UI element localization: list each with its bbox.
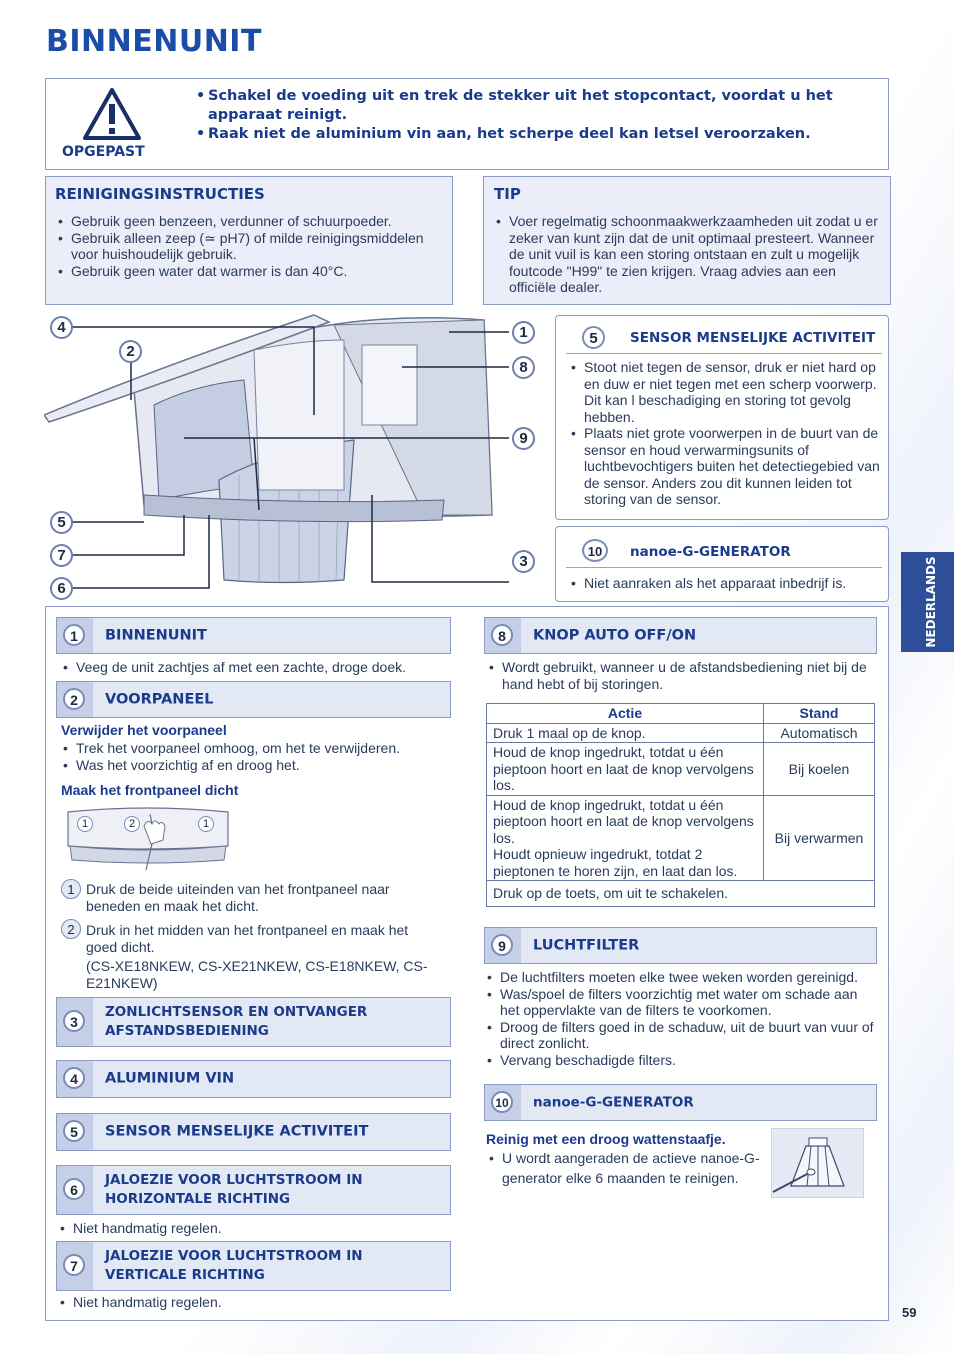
table-cell: Automatisch	[764, 723, 875, 743]
section-4-heading: ALUMINIUM VIN	[105, 1070, 235, 1087]
step-number: 1	[61, 879, 81, 899]
caution-label: OPGEPAST	[62, 144, 145, 160]
section-6-heading: JALOEZIE VOOR LUCHTSTROOM IN HORIZONTALE RICHTING	[105, 1172, 363, 1207]
section-1-header	[56, 617, 451, 654]
callout-2: 2	[119, 340, 142, 363]
section-8-heading: KNOP AUTO OFF/ON	[533, 627, 697, 643]
table-cell: Druk 1 maal op de knop.	[487, 723, 764, 743]
section-7-list	[57, 1294, 447, 1311]
caution-item: • Schakel de voeding uit en trek de stekker uit het stopcontact, voordat u het apparaat reinigt.	[196, 87, 846, 125]
step-2-models: (CS-XE18NKEW, CS-XE21NKEW, CS-E18NKEW, CS-E21NKEW)	[86, 958, 428, 991]
section-number: 10	[491, 1091, 513, 1113]
callout-4: 4	[50, 316, 73, 339]
section-9-heading: LUCHTFILTER	[533, 937, 640, 953]
table-cell	[487, 795, 764, 881]
list-item: • Niet handmatig regelen.	[57, 1294, 447, 1311]
tip-box	[483, 176, 891, 305]
callout-1: 1	[512, 321, 535, 344]
language-tab-label: NEDERLANDS	[924, 556, 938, 648]
list-item: • Vervang beschadigde filters.	[484, 1052, 877, 1069]
caution-item: • Raak niet de aluminium vin aan, het scherpe deel kan letsel veroorzaken.	[196, 125, 846, 144]
section-9-list	[484, 969, 877, 1068]
warning-triangle-icon	[82, 87, 142, 141]
step-1-text: Druk de beide uiteinden van het frontpaneel naar beneden en maak het dicht.	[86, 881, 390, 914]
section-1-heading: BINNENUNIT	[105, 627, 207, 643]
list-item: • Stoot niet tegen de sensor, druk er niet hard op en duw er niet tegen met een scherp voorwerp. Dit kan l beschadiging en storing tot gevolg hebben.	[568, 359, 880, 425]
list-item: • De luchtfilters moeten elke twee weken worden gereinigd.	[484, 969, 877, 986]
section-10-header	[484, 1084, 877, 1121]
divider	[566, 567, 882, 568]
table-cell-text: Houd de knop ingedrukt, totdat u één pieptoon hoort en laat de knop vervolgens los.	[493, 796, 754, 846]
table-row	[487, 723, 875, 743]
section-8-header	[484, 617, 877, 654]
section-number: 6	[63, 1178, 85, 1200]
table-header-row	[487, 704, 875, 724]
figure-label: 2	[124, 816, 140, 832]
divider	[566, 353, 882, 354]
section-number: 8	[491, 624, 513, 646]
table-header: Stand	[764, 704, 875, 724]
cleaning-instructions-box	[45, 176, 453, 305]
section-1-list	[60, 659, 450, 676]
language-tab	[901, 552, 954, 652]
table-cell-text: Houdt opnieuw ingedrukt, totdat 2 pieptonen te horen zijn, en laat dan los.	[493, 846, 738, 879]
figure-label: 1	[198, 816, 214, 832]
page-title: BINNENUNIT	[46, 24, 262, 59]
figure-label: 1	[77, 816, 93, 832]
sensor-heading: SENSOR MENSELIJKE ACTIVITEIT	[630, 330, 876, 346]
caution-box	[45, 78, 889, 170]
cleaning-heading: REINIGINGSINSTRUCTIES	[55, 185, 265, 203]
remove-panel-list	[60, 740, 450, 773]
section-9-header	[484, 927, 877, 964]
list-item: • Voer regelmatig schoonmaakwerkzaamheden uit zodat u er zeker van kunt zijn dat de unit optimaal presteert. Wanneer de unit vuil is kan een storing ontstaan en zult u mogelijk foutcode "H99" te zien krijgen. Vraag advies aan een officiële dealer.	[493, 213, 885, 296]
auto-off-on-table	[486, 703, 875, 907]
remove-panel-title: Verwijder het voorpaneel	[61, 722, 227, 738]
section-number: 1	[63, 624, 85, 646]
section-3-heading: ZONLICHTSENSOR EN ONTVANGER AFSTANDSBEDIENING	[105, 1004, 368, 1039]
table-cell: Bij koelen	[764, 743, 875, 796]
callout-3: 3	[512, 550, 535, 573]
list-item: • U wordt aangeraden de actieve nanoe-G-generator elke 6 maanden te reinigen.	[486, 1149, 761, 1188]
section-number: 2	[63, 688, 85, 710]
section-6-header	[56, 1165, 451, 1215]
section-number: 5	[582, 326, 605, 349]
list-item: • Wordt gebruikt, wanneer u de afstandsbediening niet bij de hand hebt of bij storingen.	[486, 659, 876, 692]
nanoe-list	[568, 575, 880, 592]
list-item: • Gebruik alleen zeep (≃ pH7) of milde reinigingsmiddelen voor huishoudelijk gebruik.	[55, 230, 445, 263]
table-row	[487, 743, 875, 796]
section-number: 10	[582, 539, 608, 562]
list-item: • Plaats niet grote voorwerpen in de buurt van de sensor en houd verwarmingsunits of luchtbevochtigers buiten het detectiegebied van de sensor. Anders zou dit kunnen leiden tot storing van de sensor.	[568, 425, 880, 508]
section-7-header	[56, 1241, 451, 1291]
callout-5: 5	[50, 511, 73, 534]
list-item: • Was/spoel de filters voorzichtig met water om schade aan het oppervlakte van de filters te voorkomen.	[484, 986, 877, 1019]
section-number: 7	[63, 1254, 85, 1276]
tip-heading: TIP	[494, 185, 521, 203]
nanoe-generator-figure	[771, 1128, 864, 1198]
nanoe-info-box	[555, 526, 889, 602]
section-10-heading: nanoe-G-GENERATOR	[533, 1094, 694, 1110]
sensor-list	[568, 359, 880, 508]
section-7-heading: JALOEZIE VOOR LUCHTSTROOM IN VERTICALE RICHTING	[105, 1248, 363, 1283]
section-3-header	[56, 997, 451, 1047]
step-2-text: Druk in het midden van het frontpaneel en maak het goed dicht.	[86, 922, 409, 955]
nanoe-heading: nanoe-G-GENERATOR	[630, 544, 791, 560]
table-cell: Bij verwarmen	[764, 795, 875, 881]
section-number: 9	[491, 934, 513, 956]
list-item: • Veeg de unit zachtjes af met een zachte, droge doek.	[60, 659, 450, 676]
section-4-header	[56, 1060, 451, 1098]
nanoe-clean-subtitle: Reinig met een droog wattenstaafje.	[486, 1131, 726, 1147]
section-6-list	[57, 1220, 447, 1237]
sensor-info-box	[555, 315, 889, 520]
list-item: • Droog de filters goed in de schaduw, uit de buurt van vuur of direct zonlicht.	[484, 1019, 877, 1052]
list-item: • Gebruik geen water dat warmer is dan 40°C.	[55, 263, 445, 280]
step-number: 2	[61, 919, 81, 939]
section-5-heading: SENSOR MENSELIJKE ACTIVITEIT	[105, 1123, 369, 1140]
section-10-list	[486, 1149, 761, 1188]
callout-9: 9	[512, 427, 535, 450]
list-item: • Trek het voorpaneel omhoog, om het te verwijderen.	[60, 740, 450, 757]
table-row	[487, 881, 875, 907]
section-number: 3	[63, 1010, 85, 1032]
list-item: • Was het voorzichtig af en droog het.	[60, 757, 450, 774]
cleaning-list	[55, 213, 445, 279]
table-header: Actie	[487, 704, 764, 724]
section-8-list	[486, 659, 876, 692]
table-row	[487, 795, 875, 881]
close-panel-title: Maak het frontpaneel dicht	[61, 782, 239, 798]
callout-7: 7	[50, 544, 73, 567]
section-5-header	[56, 1113, 451, 1151]
table-footer-cell: Druk op de toets, om uit te schakelen.	[487, 881, 875, 907]
front-panel-close-figure	[62, 804, 234, 872]
section-2-heading: VOORPANEEL	[105, 691, 214, 707]
caution-list	[196, 87, 846, 144]
section-number: 5	[63, 1120, 85, 1142]
callout-6: 6	[50, 577, 73, 600]
page-number: 59	[902, 1305, 917, 1320]
section-2-header	[56, 681, 451, 718]
callout-8: 8	[512, 356, 535, 379]
section-number: 4	[63, 1067, 85, 1089]
list-item: • Niet handmatig regelen.	[57, 1220, 447, 1237]
list-item: • Niet aanraken als het apparaat inbedrijf is.	[568, 575, 880, 592]
tip-list	[493, 213, 885, 296]
table-cell: Houd de knop ingedrukt, totdat u één pieptoon hoort en laat de knop vervolgens los.	[487, 743, 764, 796]
list-item: • Gebruik geen benzeen, verdunner of schuurpoeder.	[55, 213, 445, 230]
